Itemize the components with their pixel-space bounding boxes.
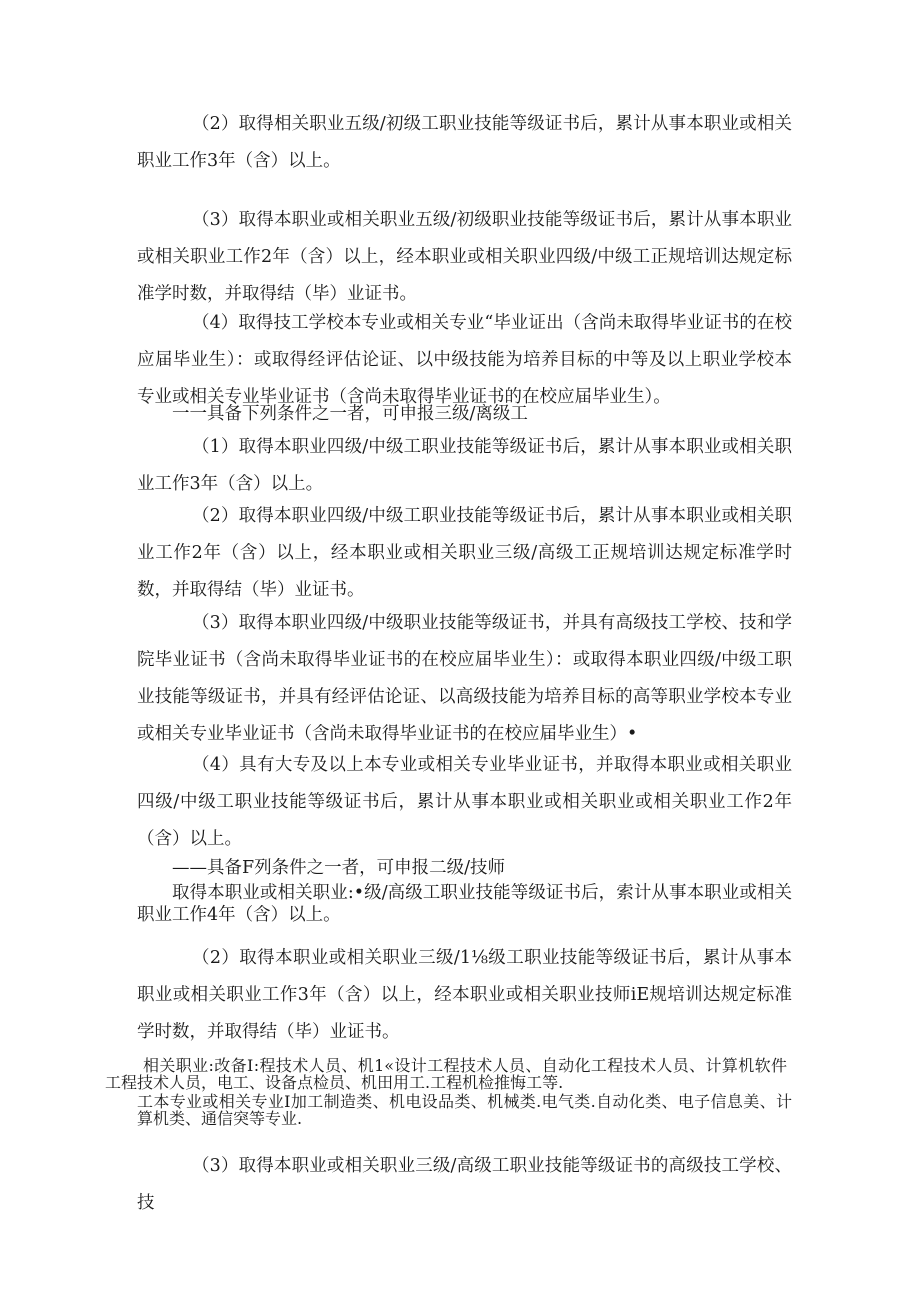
paragraph-level3-item4: （4）具有大专及以上本专业或相关专业毕业证书，并取得本职业或相关职业四级/中级工职业技能等级证书后，累计从事本职业或相关职业或相关职业工作2年（含）以上。: [137, 755, 792, 849]
paragraph-level4-item4: （4）取得技工学校本专业或相关专业“毕业证出（含尚未取得毕业证书的在校应届毕业生）：或取得经评估论证、以中级技能为培养目标的中等及以上职业学校本专业或相关专业毕业证书（含尚未取得毕业证书的在校应届毕业生）。: [137, 313, 792, 407]
paragraph-level2-item1: 取得本职业或相关职业:•级/高级工职业技能等级证书后，索计从事本职业或相关职业工作4年（含）以上。: [137, 883, 792, 925]
footnote-related-majors: 工本专业或相关专业I加工制造类、机电设品类、机械类.电气类.自动化类、电子信息美、计算机类、通信突等专业.: [137, 1092, 792, 1128]
paragraph-level4-item3: （3）取得本职业或相关职业五级/初级职业技能等级证书后，累计从事本职业或相关职业工作2年（含）以上，经本职业或相关职业四级/中级工正规培训达规定标准学时数，并取得结（毕）业证书。: [137, 210, 792, 304]
footnote-related-occupations: 相关职业:改备Ⅰ:程技术人员、机1«设计工程技术人员、自动化工程技术人员、计算机软件工程技术人员，电工、设备点检员、机田用工.工程机检推悔工等.: [105, 1056, 787, 1092]
paragraph-level2-item2: （2）取得本职业或相关职业三级/1⅛级工职业技能等级证书后，累计从事本职业或相关职业工作3年（含）以上，经本职业或相关职业技师iE规培训达规定标准学时数，并取得结（毕）业证书。: [137, 948, 792, 1042]
heading-level3-conditions: 一一具备下列条件之一者，可申报三级/离级工: [172, 404, 528, 424]
paragraph-level3-item2: （2）取得本职业四级/中级工职业技能等级证书后，累计从事本职业或相关职业工作2年（含）以上，经本职业或相关职业三级/高级工正规培训达规定标准学时数，并取得结（毕）业证书。: [137, 506, 792, 600]
paragraph-level2-item3: （3）取得本职业或相关职业三级/高级工职业技能等级证书的高级技工学校、技: [137, 1156, 792, 1213]
heading-level2-conditions: ——具备F列条件之一者，可申报二级/技师: [172, 858, 506, 878]
paragraph-level3-item1: （1）取得本职业四级/中级工职业技能等级证书后，累计从事本职业或相关职业工作3年（含）以上。: [137, 437, 792, 494]
paragraph-level4-item2: （2）取得相关职业五级/初级工职业技能等级证书后，累计从事本职业或相关职业工作3年（含）以上。: [137, 114, 792, 171]
paragraph-level3-item3: （3）取得本职业四级/中级职业技能等级证书，并具有高级技工学校、技和学院毕业证书（含尚未取得毕业证书的在校应届毕业生）：或取得本职业四级/中级工职业技能等级证书，并具有经评估论证、以高级技能为培养目标的高等职业学校本专业或相关专业毕业证书（含尚未取得毕业证书的在校应届毕业生）•: [137, 613, 792, 744]
